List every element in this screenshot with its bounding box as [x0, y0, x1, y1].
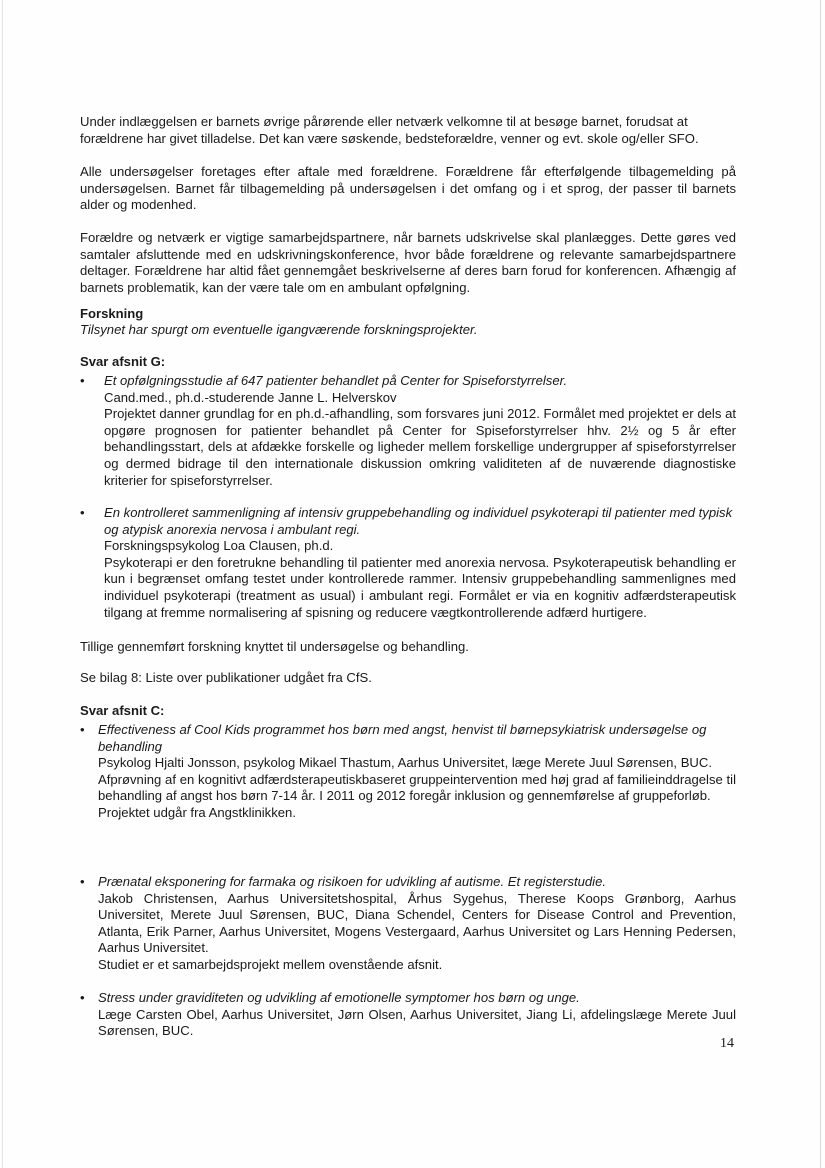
bullet: •: [80, 722, 85, 737]
svar-g-footer: Tillige gennemført forskning knyttet til undersøgelse og behandling.: [80, 639, 469, 654]
item-title: Prænatal eksponering for farmaka og risikoen for udvikling af autisme. Et registerstudie.: [98, 874, 606, 889]
svar-c-item-1: [80, 722, 736, 822]
heading-svar-c: Svar afsnit C:: [80, 703, 165, 718]
item-description: Afprøvning af en kognitivt adfærdsterapeutiskbaseret gruppeintervention med høj grad af familieinddragelse til behandling af angst hos børn 7-14 år. I 2011 og 2012 foregår inklusion og gennemførelse af gruppeforløb.: [98, 771, 736, 804]
bullet: •: [80, 874, 85, 889]
item-title: Stress under graviditeten og udvikling af emotionelle symptomer hos børn og unge.: [98, 990, 580, 1005]
svar-c-item-2: [80, 874, 736, 974]
bullet: •: [80, 373, 85, 388]
scan-edge-right: [820, 0, 821, 1168]
paragraph-examinations: Alle undersøgelser foretages efter aftale med forældrene. Forældrene får efterfølgende tilbagemelding på undersøgelsen. Barnet får tilbagemelding på undersøgelsen i det omfang og i et sprog, der passer til barnets alder og modenhed.: [80, 164, 736, 213]
item-description: Projektet danner grundlag for en ph.d.-afhandling, som forsvares juni 2012. Formålet med projektet er dels at opgøre prognosen for patienter behandlet på Center for Spiseforstyrrelser hhv. 2½ og 5 år efter behandlingsstart, dels at afdække forskelle og ligheder mellem forskellige undergrupper af spiseforstyrrelser og dermed bidrage til den internationale diskussion omkring validiteten af de nuværende diagnostiske kriterier for spiseforstyrrelser.: [104, 406, 736, 488]
bullet: •: [80, 990, 85, 1005]
item-title: En kontrolleret sammenligning af intensiv gruppebehandling og individuel psykoterapi til patienter med typisk og atypisk anorexia nervosa i ambulant regi.: [104, 505, 733, 537]
svar-g-item-1: [80, 373, 736, 489]
item-author: Forskningspsykolog Loa Clausen, ph.d.: [104, 538, 334, 554]
item-authors: Læge Carsten Obel, Aarhus Universitet, Jørn Olsen, Aarhus Universitet, Jiang Li, afdelingslæge Merete Juul Sørensen, BUC.: [98, 1006, 736, 1039]
item-author: Cand.med., ph.d.-studerende Janne L. Helverskov: [104, 389, 397, 405]
paragraph-discharge: Forældre og netværk er vigtige samarbejdspartnere, når barnets udskrivelse skal planlægges. Dette gøres ved samtaler afsluttende med en udskrivningskonference, hvor både forældrene og relevante samarbejdspartnere deltager. Forældrene har altid fået gennemgået beskrivelserne af deres barn forud for konferencen. Afhængig af barnets problematik, kan der være tale om en ambulant opfølgning.: [80, 230, 736, 295]
svar-g-item-2: [80, 505, 736, 621]
item-authors: Jakob Christensen, Aarhus Universitetshospital, Århus Sygehus, Therese Koops Grønborg, Aarhus Universitet, Merete Juul Sørensen, BUC, Diana Schendel, Centers for Disease Control and Prevention, Atlanta, Erik Parner, Aarhus Universitet, Mogens Vestergaard, Aarhus Universitet og Lars Henning Pedersen, Aarhus Universitet.: [98, 890, 736, 956]
item-authors: Psykolog Hjalti Jonsson, psykolog Mikael Thastum, Aarhus Universitet, læge Merete Juul Sørensen, BUC.: [98, 755, 712, 771]
item-description: Psykoterapi er den foretrukne behandling til patienter med anorexia nervosa. Psykoterapeutisk behandling er kun i begrænset omfang testet under kontrollerede rammer. Intensiv gruppebehandling sammenlignes med individuel psykoterapi (treatment as usual) i ambulant regi. Formålet er via en kognitiv adfærdsterapeutisk tilgang at fremme normalisering af spisning og reducere vægtkontrollerende adfærd hurtigere.: [104, 554, 736, 620]
item-origin: Projektet udgår fra Angstklinikken.: [98, 804, 296, 820]
item-title: Effectiveness af Cool Kids programmet hos børn med angst, henvist til børnepsykiatrisk undersøgelse og behandling: [98, 722, 707, 754]
paragraph-visits: Under indlæggelsen er barnets øvrige pårørende eller netværk velkomne til at besøge barnet, forudsat at forældrene har givet tilladelse. Det kan være søskende, bedsteforældre, venner og evt. skole og/eller SFO.: [80, 114, 699, 146]
bullet: •: [80, 505, 85, 520]
heading-svar-g: Svar afsnit G:: [80, 354, 166, 369]
item-note: Studiet er et samarbejdsprojekt mellem ovenstående afsnit.: [98, 956, 443, 972]
heading-forskning: Forskning: [80, 306, 144, 321]
forskning-question: Tilsynet har spurgt om eventuelle igangværende forskningsprojekter.: [80, 322, 478, 337]
page-number: 14: [720, 1036, 734, 1051]
item-title: Et opfølgningsstudie af 647 patienter behandlet på Center for Spiseforstyrrelser.: [104, 373, 568, 388]
svar-g-bilag: Se bilag 8: Liste over publikationer udgået fra CfS.: [80, 670, 372, 685]
scan-edge-left: [2, 0, 3, 1168]
svar-c-item-3: [80, 990, 736, 1040]
